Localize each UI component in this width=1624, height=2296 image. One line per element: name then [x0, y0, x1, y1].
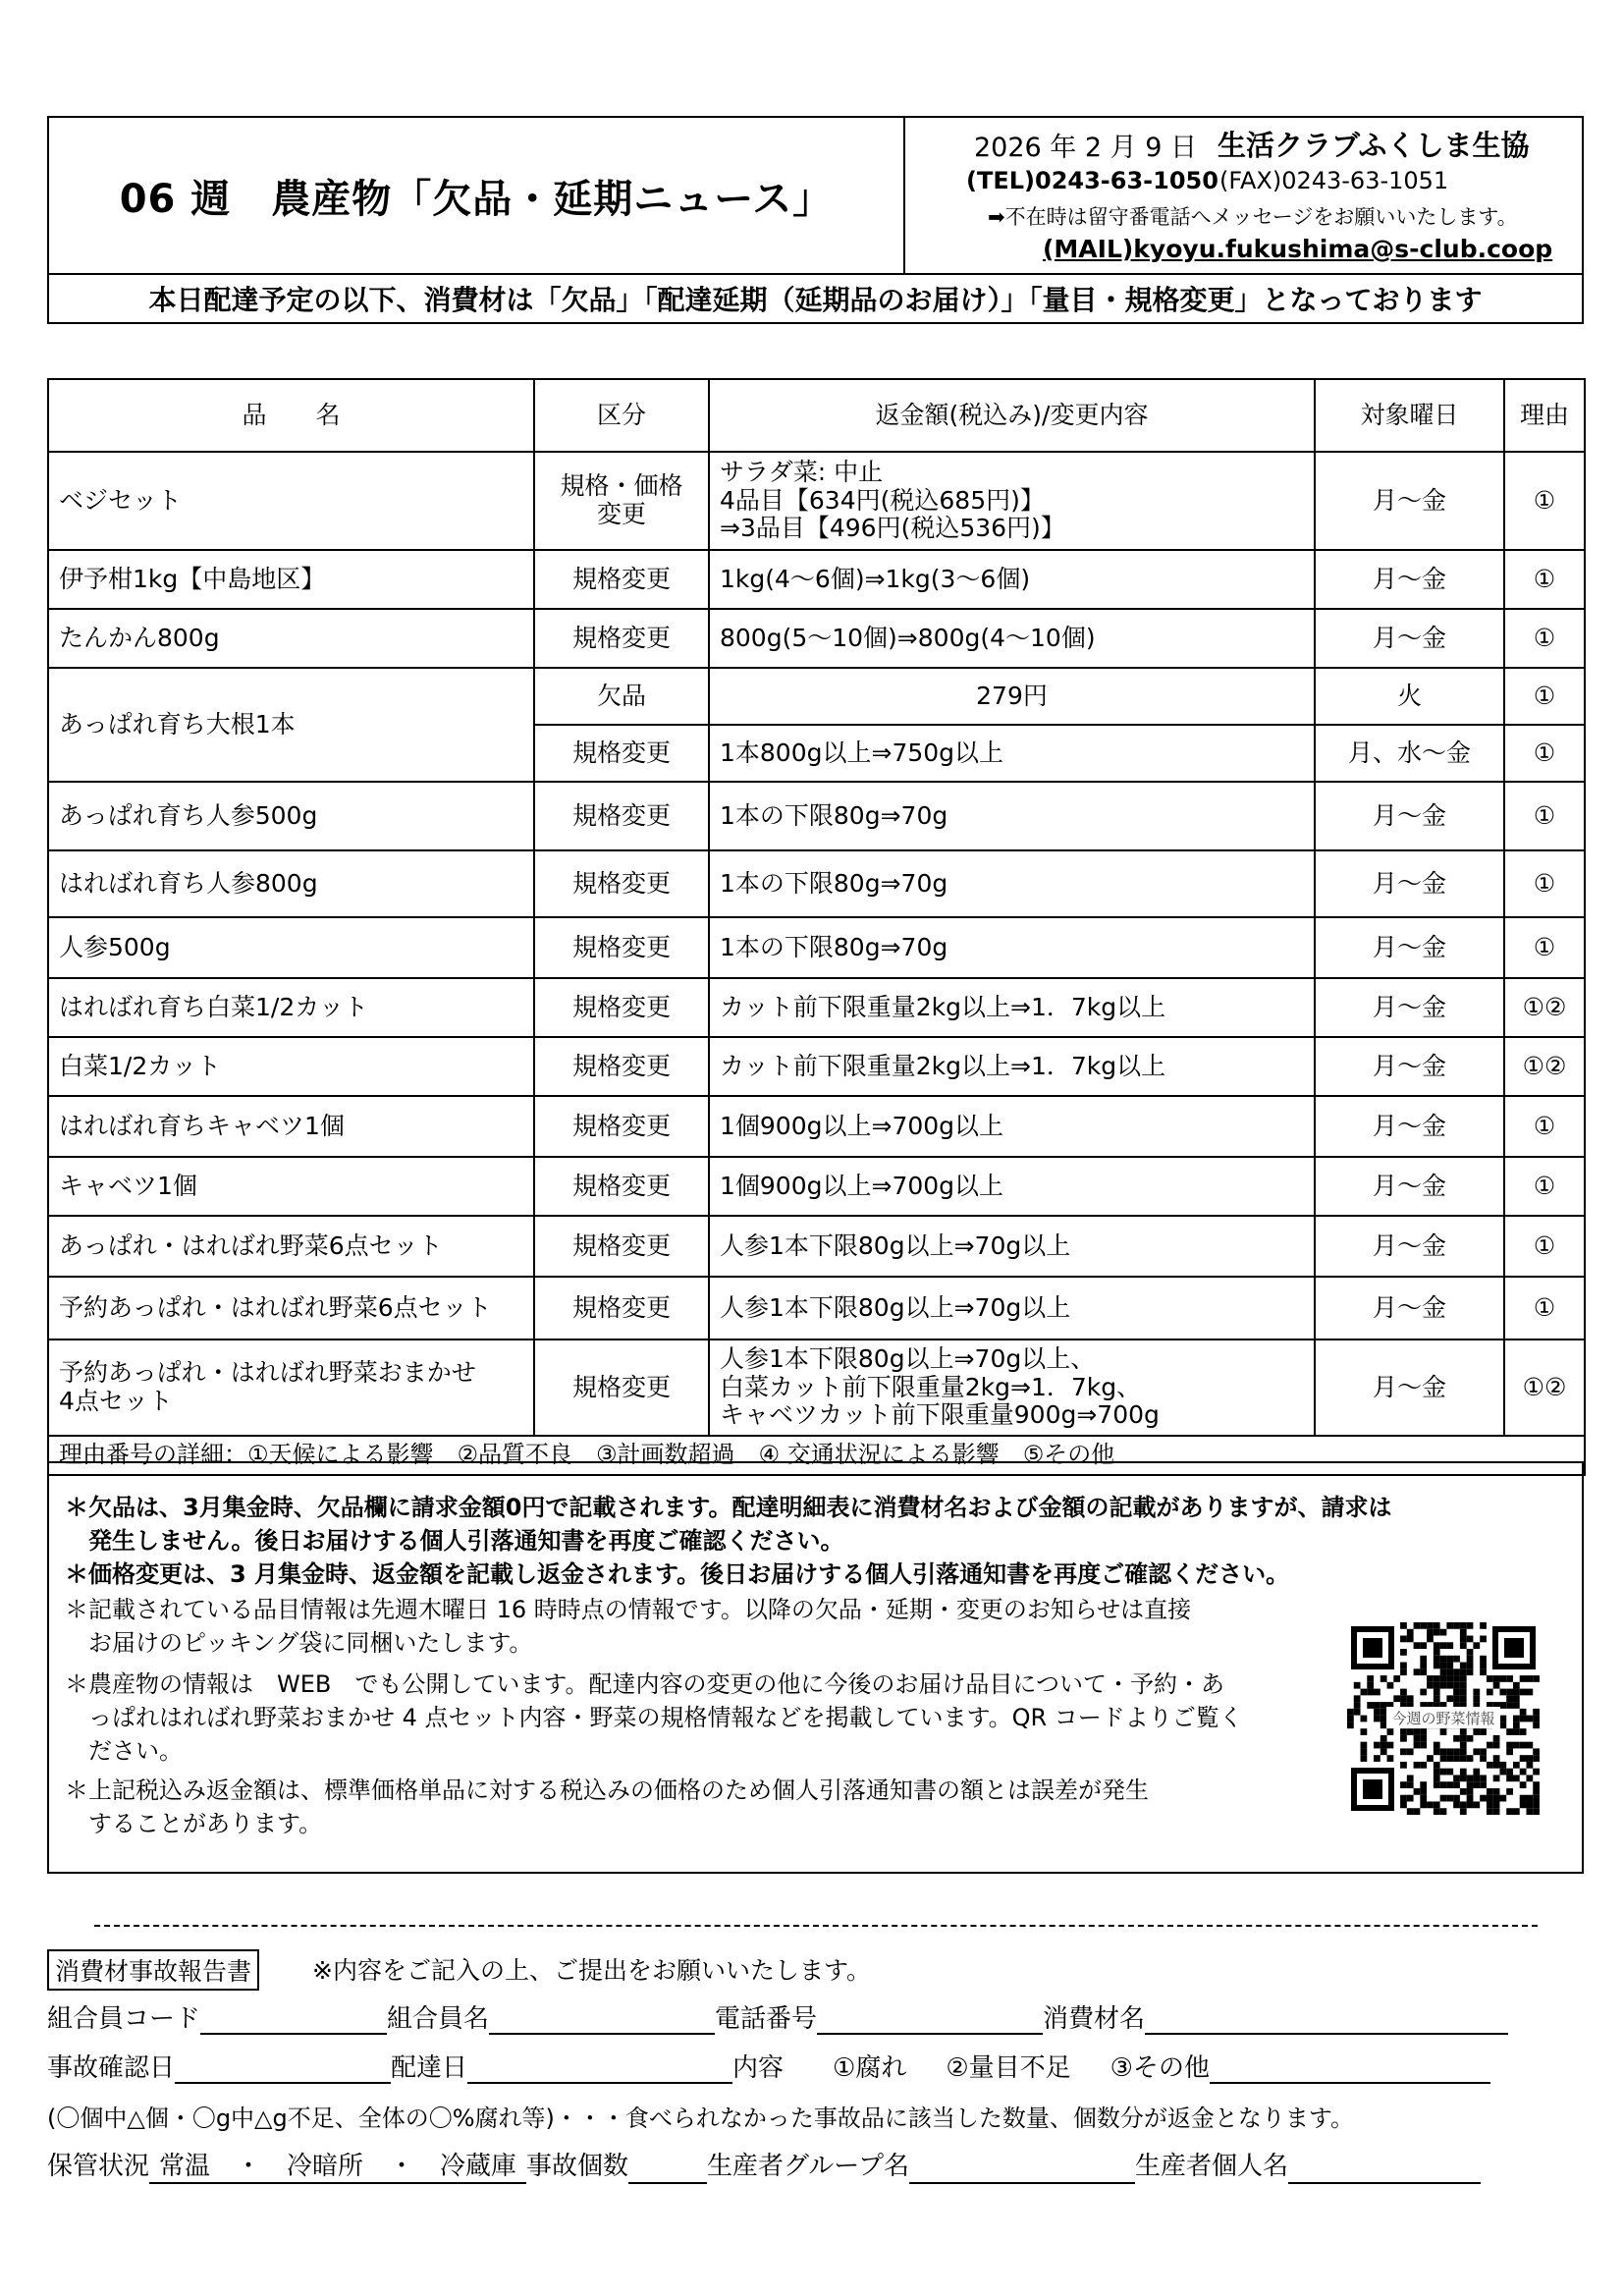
confirm-date-field[interactable] — [175, 2054, 391, 2084]
table-row — [48, 452, 1585, 550]
note-web-1: ＊農産物の情報は WEB でも公開しています。配達内容の変更の他に今後のお届け品目について・予約・あ — [65, 1670, 1224, 1698]
cell-day: 月～金 — [1315, 978, 1504, 1037]
note-refund-diff-2: することがあります。 — [88, 1810, 323, 1837]
cell-day: 月～金 — [1315, 1096, 1504, 1157]
phone-label: 電話番号 — [715, 2004, 818, 2034]
storage-row — [47, 2146, 1481, 2184]
cell-detail: サラダ菜: 中止 4品目【634円(税込685円)】 ⇒3品目【496円(税込536円)】 — [709, 452, 1315, 550]
cell-day: 月～金 — [1315, 1277, 1504, 1339]
cell-detail: 人参1本下限80g以上⇒70g以上 — [709, 1277, 1315, 1339]
cell-detail: カット前下限重量2kg以上⇒1．7kg以上 — [709, 1037, 1315, 1096]
cell-day: 月～金 — [1315, 1339, 1504, 1436]
member-name-field[interactable] — [489, 2005, 715, 2035]
member-code-row — [47, 1998, 1508, 2035]
cell-name: はればれ育ち人参800g — [48, 850, 534, 917]
option-rot[interactable]: ①腐れ — [833, 2053, 907, 2083]
note-price-change: ＊価格変更は、3 月集金時、返金額を記載し返金されます。後日お届けする個人引落通知書を再度ご確認ください。 — [65, 1560, 1290, 1588]
cell-detail: 1個900g以上⇒700g以上 — [709, 1157, 1315, 1216]
producer-name-field[interactable] — [1288, 2155, 1481, 2184]
table-row — [48, 917, 1585, 978]
cell-kubun: 規格・価格 変更 — [534, 452, 709, 550]
cell-name: 白菜1/2カット — [48, 1037, 534, 1096]
table-row — [48, 782, 1585, 850]
table-header-row — [48, 379, 1585, 452]
note-shortage-1: ＊欠品は、3月集金時、欠品欄に請求金額0円で記載されます。配達明細表に消費材名および金額の記載がありますが、請求は — [65, 1494, 1392, 1521]
cell-name: あっぱれ育ち大根1本 — [48, 668, 534, 782]
cell-reason: ① — [1504, 609, 1585, 668]
col-header-detail: 返金額(税込み)/変更内容 — [709, 379, 1315, 452]
refund-note: (〇個中△個・〇g中△g不足、全体の〇%腐れ等)・・・食べられなかった事故品に該当した数量、個数分が返金となります。 — [47, 2105, 1354, 2132]
cell-name: はればれ育ち白菜1/2カット — [48, 978, 534, 1037]
cell-name: ベジセット — [48, 452, 534, 550]
confirm-date-row — [47, 2048, 1490, 2084]
cell-reason: ① — [1504, 668, 1585, 725]
accident-count-label: 事故個数 — [526, 2152, 629, 2181]
other-field[interactable] — [1210, 2054, 1490, 2084]
issue-date: 2026 年 2 月 9 日 — [974, 133, 1197, 163]
cell-reason: ① — [1504, 1157, 1585, 1216]
cell-detail: 1本の下限80g⇒70g — [709, 782, 1315, 850]
cell-day: 月～金 — [1315, 850, 1504, 917]
material-name-label: 消費材名 — [1043, 2004, 1146, 2034]
note-web-2: っぱれはればれ野菜おまかせ 4 点セット内容・野菜の規格情報などを掲載しています。QR コードよりご覧く — [88, 1704, 1243, 1731]
cell-reason: ① — [1504, 1096, 1585, 1157]
cell-detail: 279円 — [709, 668, 1315, 725]
note-refund-diff-1: ＊上記税込み返金額は、標準価格単品に対する税込みの価格のため個人引落通知書の額とは誤差が発生 — [65, 1777, 1149, 1804]
option-other[interactable]: ③その他 — [1110, 2053, 1210, 2083]
cell-kubun: 規格変更 — [534, 1096, 709, 1157]
cell-kubun: 規格変更 — [534, 782, 709, 850]
accident-count-field[interactable] — [628, 2155, 707, 2184]
table-row — [48, 1339, 1585, 1436]
table-row — [48, 609, 1585, 668]
cell-day: 月～金 — [1315, 550, 1504, 609]
phone-field[interactable] — [817, 2005, 1043, 2035]
table-row — [48, 1096, 1585, 1157]
note-web-3: ださい。 — [88, 1737, 183, 1765]
page-title: 06 週 農産物「欠品・延期ニュース」 — [119, 176, 834, 222]
table-row — [48, 978, 1585, 1037]
header-title-cell — [49, 118, 905, 273]
delivery-date-label: 配達日 — [391, 2053, 468, 2083]
items-table — [47, 378, 1586, 1476]
cell-reason: ① — [1504, 850, 1585, 917]
cell-reason: ①② — [1504, 1037, 1585, 1096]
cell-reason: ① — [1504, 1277, 1585, 1339]
option-shortweight[interactable]: ②量目不足 — [946, 2053, 1071, 2083]
cell-day: 月～金 — [1315, 609, 1504, 668]
table-row — [48, 1157, 1585, 1216]
table-row — [48, 668, 1585, 725]
cell-kubun: 欠品 — [534, 668, 709, 725]
table-body — [48, 452, 1585, 1475]
table-row — [48, 850, 1585, 917]
cell-kubun: 規格変更 — [534, 1339, 709, 1436]
cell-detail: 人参1本下限80g以上⇒70g以上、 白菜カット前下限重量2kg⇒1．7kg、 キャベツカット前下限重量900g⇒700g — [709, 1339, 1315, 1436]
producer-group-field[interactable] — [909, 2155, 1135, 2184]
cell-name: あっぱれ・はればれ野菜6点セット — [48, 1216, 534, 1277]
cell-kubun: 規格変更 — [534, 978, 709, 1037]
cell-name: キャベツ1個 — [48, 1157, 534, 1216]
col-header-name: 品 名 — [48, 379, 534, 452]
cell-name: 人参500g — [48, 917, 534, 978]
note-info-time-1: ＊記載されている品目情報は先週木曜日 16 時時点の情報です。以降の欠品・延期・変更のお知らせは直接 — [65, 1596, 1192, 1623]
note-info-time-2: お届けのピッキング袋に同梱いたします。 — [88, 1629, 533, 1657]
cell-day: 月、水～金 — [1315, 725, 1504, 782]
cell-detail: 人参1本下限80g以上⇒70g以上 — [709, 1216, 1315, 1277]
header-contact-cell — [905, 118, 1582, 273]
cell-name: はればれ育ちキャベツ1個 — [48, 1096, 534, 1157]
cell-detail: カット前下限重量2kg以上⇒1．7kg以上 — [709, 978, 1315, 1037]
cell-reason: ①② — [1504, 1339, 1585, 1436]
table-row — [48, 1037, 1585, 1096]
cell-day: 月～金 — [1315, 917, 1504, 978]
col-header-day: 対象曜日 — [1315, 379, 1504, 452]
member-name-label: 組合員名 — [387, 2004, 490, 2034]
cell-reason: ① — [1504, 782, 1585, 850]
member-code-label: 組合員コード — [47, 2004, 201, 2034]
material-name-field[interactable] — [1145, 2005, 1508, 2035]
cell-reason: ① — [1504, 917, 1585, 978]
cell-detail: 1本800g以上⇒750g以上 — [709, 725, 1315, 782]
cell-day: 月～金 — [1315, 1157, 1504, 1216]
storage-options[interactable]: 常温 ・ 冷暗所 ・ 冷蔵庫 — [149, 2146, 526, 2184]
cell-detail: 1kg(4～6個)⇒1kg(3～6個) — [709, 550, 1315, 609]
col-header-kubun: 区分 — [534, 379, 709, 452]
cell-kubun: 規格変更 — [534, 725, 709, 782]
cell-detail: 1個900g以上⇒700g以上 — [709, 1096, 1315, 1157]
cell-kubun: 規格変更 — [534, 1277, 709, 1339]
cell-name: たんかん800g — [48, 609, 534, 668]
mail-address: (MAIL)kyoyu.fukushima@s-club.coop — [1043, 235, 1553, 263]
report-request: ※内容をご記入の上、ご提出をお願いいたします。 — [312, 1956, 871, 1985]
cell-day: 月～金 — [1315, 1216, 1504, 1277]
tel-number: (TEL)0243-63-1050 — [966, 167, 1218, 194]
cell-name: 予約あっぱれ・はればれ野菜6点セット — [48, 1277, 534, 1339]
cell-day: 月～金 — [1315, 1037, 1504, 1096]
header-box — [47, 116, 1584, 324]
absence-note: ➡不在時は留守番電話へメッセージをお願いいたします。 — [988, 205, 1518, 229]
header-banner: 本日配達予定の以下、消費材は「欠品」「配達延期（延期品のお届け）」「量目・規格変更」となっております — [49, 273, 1582, 322]
cell-reason: ① — [1504, 725, 1585, 782]
producer-name-label: 生産者個人名 — [1134, 2152, 1288, 2181]
cell-kubun: 規格変更 — [534, 1216, 709, 1277]
cell-kubun: 規格変更 — [534, 609, 709, 668]
reason-legend: 理由番号の詳細：①天候による影響 ②品質不良 ③計画数超過 ④ 交通状況による影響 ⑤その他 — [48, 1436, 1585, 1475]
cell-detail: 1本の下限80g⇒70g — [709, 850, 1315, 917]
confirm-date-label: 事故確認日 — [47, 2053, 176, 2083]
cell-kubun: 規格変更 — [534, 550, 709, 609]
content-label: 内容 — [732, 2053, 785, 2083]
table-row — [48, 550, 1585, 609]
cell-day: 火 — [1315, 668, 1504, 725]
fax-number: (FAX)0243-63-1051 — [1219, 167, 1449, 194]
cell-reason: ① — [1504, 452, 1585, 550]
cell-day: 月～金 — [1315, 452, 1504, 550]
cell-name: 予約あっぱれ・はればれ野菜おまかせ 4点セット — [48, 1339, 534, 1436]
cell-detail: 800g(5～10個)⇒800g(4～10個) — [709, 609, 1315, 668]
qr-caption: 今週の野菜情報 — [1391, 1710, 1495, 1727]
cell-kubun: 規格変更 — [534, 1157, 709, 1216]
cell-kubun: 規格変更 — [534, 1037, 709, 1096]
cell-reason: ①② — [1504, 978, 1585, 1037]
report-title: 消費材事故報告書 — [47, 1949, 259, 1991]
qr-code-icon[interactable] — [1347, 1622, 1540, 1815]
cell-name: 伊予柑1kg【中島地区】 — [48, 550, 534, 609]
cell-name: あっぱれ育ち人参500g — [48, 782, 534, 850]
cell-day: 月～金 — [1315, 782, 1504, 850]
organization-name: 生活クラブふくしま生協 — [1218, 129, 1530, 162]
delivery-date-field[interactable] — [467, 2054, 732, 2084]
storage-label: 保管状況 — [47, 2152, 150, 2181]
table-row — [48, 1216, 1585, 1277]
cell-reason: ① — [1504, 550, 1585, 609]
note-shortage-2: 発生しません。後日お届けする個人引落通知書を再度ご確認ください。 — [88, 1527, 844, 1555]
cell-reason: ① — [1504, 1216, 1585, 1277]
table-row — [48, 1277, 1585, 1339]
col-header-reason: 理由 — [1504, 379, 1585, 452]
producer-group-label: 生産者グループ名 — [707, 2152, 909, 2181]
cut-line — [94, 1925, 1538, 1927]
cell-kubun: 規格変更 — [534, 850, 709, 917]
cell-detail: 1本の下限80g⇒70g — [709, 917, 1315, 978]
cell-kubun: 規格変更 — [534, 917, 709, 978]
member-code-field[interactable] — [200, 2005, 387, 2035]
